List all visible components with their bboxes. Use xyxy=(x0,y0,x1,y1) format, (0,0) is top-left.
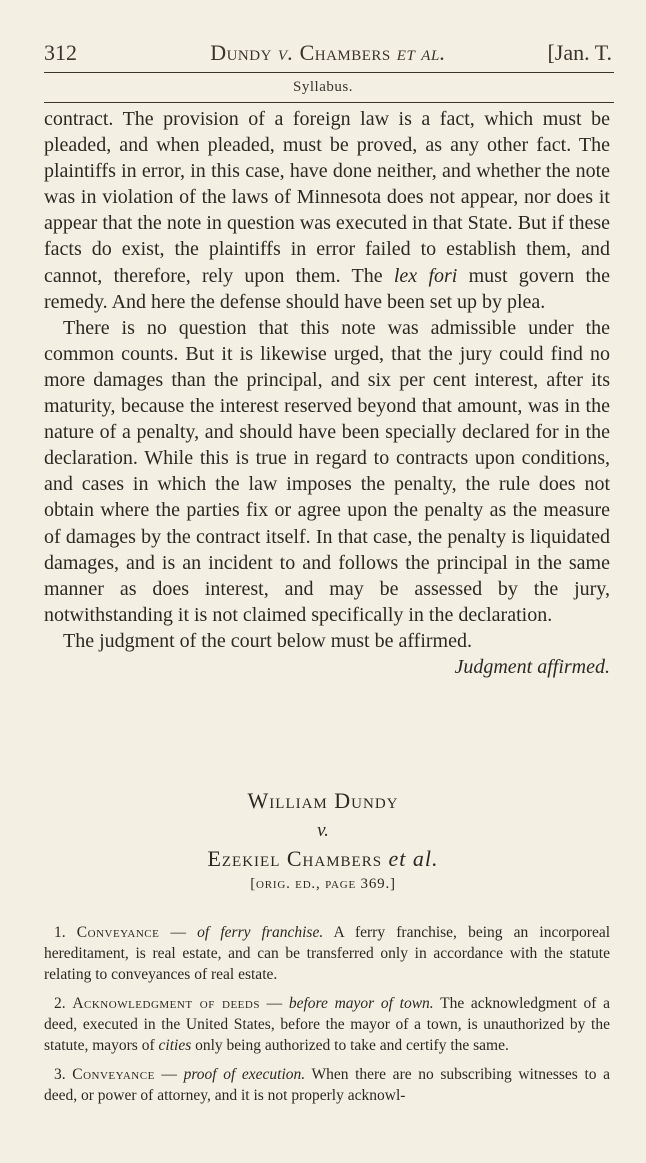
syllabus xyxy=(44,922,610,1114)
syllabus-entry: 2. Acknowledgment of deeds — before mayor of town. The acknowledgment of a deed, executed in the United States, before the mayor of a town, is unauthorized by the statute, mayors of cities only being authorized to take and certify the same. xyxy=(44,995,610,1054)
header-rule xyxy=(44,72,614,73)
opinion-paragraph-2: There is no question that this note was admissible under the common counts. But it is likewise urged, that the jury could find no more damages than the principal, and six per cent interest, after its maturity, because the interest reserved beyond that amount, was in the nature of a penalty, and should have been specially declared for in the declaration. While this is true in regard to contracts upon conditions, and cases in which the law imposes the penalty, the rule does not obtain where the parties fix or agree upon the penalty as the measure of damages by the contract itself. In that case, the penalty is liquidated damages, and is an incident to and follows the principal in the same manner as does interest, and may be assessed by the jury, notwithstanding it is not claimed specifically in the declaration. xyxy=(44,316,610,626)
versus: v. xyxy=(317,820,329,841)
syllabus-entry: 1. Conveyance — of ferry franchise. A ferry franchise, being an incorporeal hereditament, is real estate, and can be transferred only in accordance with the statute relating to conveyances of real estate. xyxy=(44,924,611,983)
page-number: 312 xyxy=(44,40,77,65)
opinion-body xyxy=(44,106,610,680)
original-edition-reference: [orig. ed., page 369.] xyxy=(250,876,396,892)
party-1: William Dundy xyxy=(247,788,399,813)
opinion-paragraph-1: contract. The provision of a foreign law is a fact, which must be pleaded, and when pleaded, must be proved, as any other fact. The plaintiffs in error, in this case, have done neither, and whether the note was in violation of the laws of Minnesota does not appear, nor does it appear that the note in question was executed in that State. But if these facts do exist, the plaintiffs in error failed to establish them, and cannot, therefore, rely upon them. The lex fori must govern the remedy. And here the defense should have been set up by plea. xyxy=(44,108,610,313)
section-rule xyxy=(44,102,614,103)
syllabus-entry: 3. Conveyance — proof of execution. When there are no subscribing witnesses to a deed, or power of attorney, and it is not properly acknowl- xyxy=(44,1066,611,1104)
running-case-title: Dundy v. Chambers et al. xyxy=(210,40,446,65)
running-head xyxy=(44,40,612,68)
disposition: Judgment affirmed. xyxy=(454,655,610,678)
opinion-paragraph-3: The judgment of the court below must be affirmed. xyxy=(63,629,472,652)
party-2: Ezekiel Chambers et al. xyxy=(207,846,439,871)
case-heading xyxy=(0,788,646,893)
section-label: Syllabus. xyxy=(293,79,353,95)
term-label: [Jan. T. xyxy=(547,40,612,65)
